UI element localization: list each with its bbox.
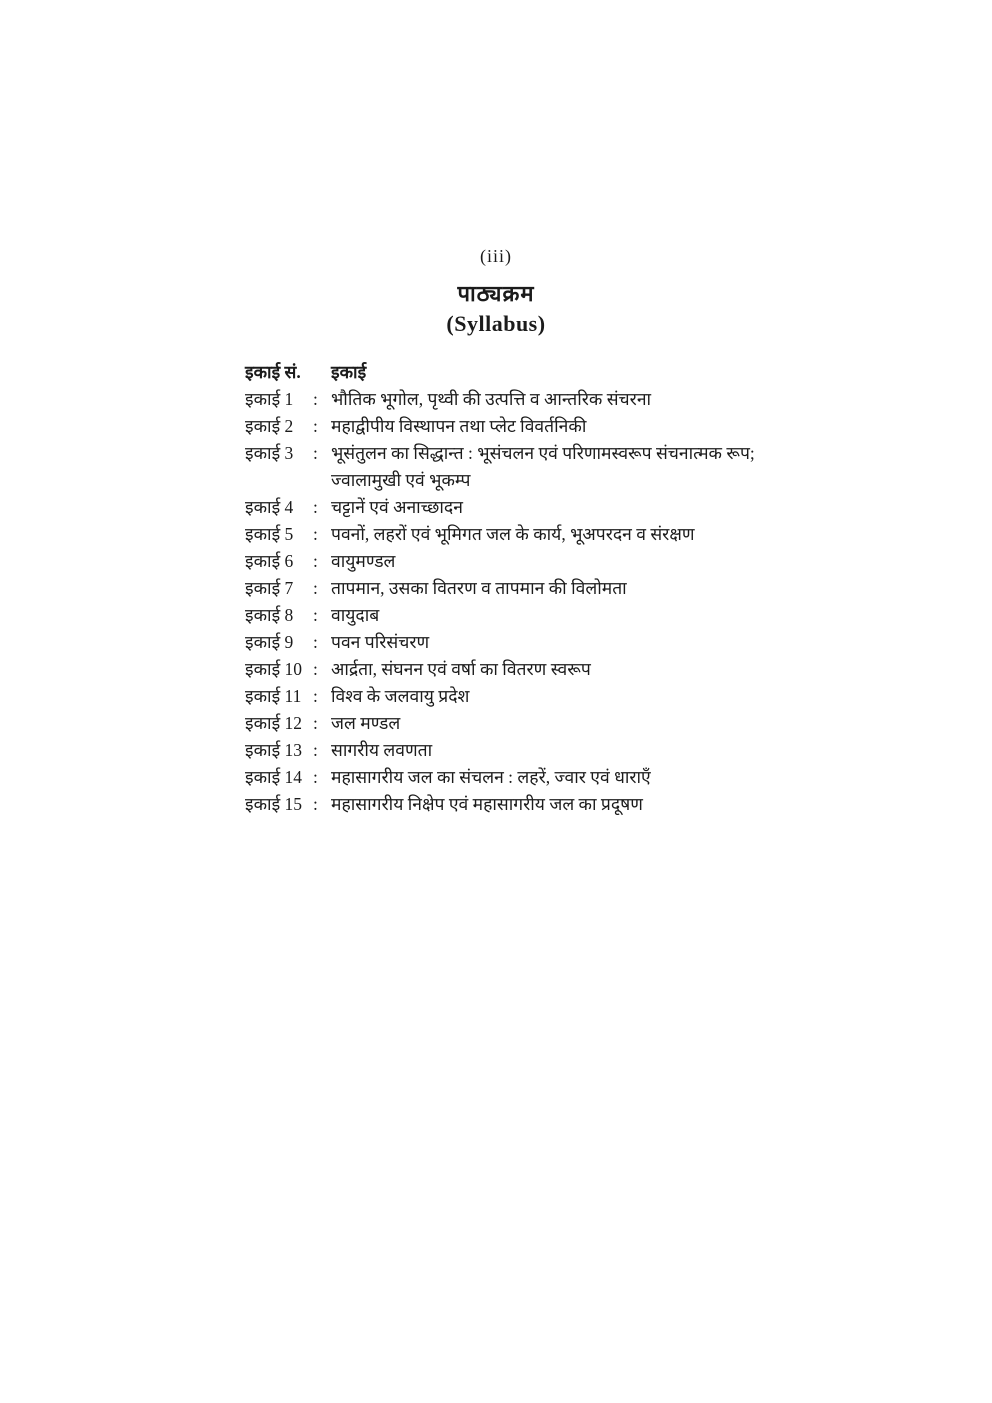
unit-label: इकाई 5	[245, 524, 294, 544]
unit-separator: :	[313, 605, 318, 625]
unit-label: इकाई 2	[245, 416, 294, 436]
page-title-hindi: पाठ्यक्रम	[457, 281, 535, 306]
unit-description: वायुमण्डल	[331, 551, 396, 571]
unit-separator: :	[313, 524, 318, 544]
unit-label: इकाई 6	[245, 551, 294, 571]
unit-label: इकाई 10	[245, 659, 303, 679]
syllabus-unit-row	[245, 764, 765, 791]
syllabus-unit-row	[245, 656, 765, 683]
syllabus-unit-row	[245, 386, 765, 413]
unit-separator: :	[313, 659, 318, 679]
unit-separator: :	[313, 551, 318, 571]
unit-label: इकाई 7	[245, 578, 294, 598]
unit-description: भूसंतुलन का सिद्धान्त : भूसंचलन एवं परिणामस्वरूप संचनात्मक रूप; ज्वालामुखी एवं भूकम्प	[331, 443, 755, 490]
unit-separator: :	[313, 632, 318, 652]
unit-description: तापमान, उसका वितरण व तापमान की विलोमता	[331, 578, 627, 598]
unit-description: पवनों, लहरों एवं भूमिगत जल के कार्य, भूअपरदन व संरक्षण	[331, 524, 695, 544]
page-number: (iii)	[480, 246, 512, 266]
unit-label: इकाई 4	[245, 497, 294, 517]
unit-label: इकाई 12	[245, 713, 303, 733]
unit-separator: :	[313, 794, 318, 814]
unit-label: इकाई 15	[245, 794, 303, 814]
unit-separator: :	[313, 686, 318, 706]
unit-description: पवन परिसंचरण	[331, 632, 430, 652]
syllabus-unit-row	[245, 602, 765, 629]
syllabus-unit-row	[245, 737, 765, 764]
syllabus-unit-row	[245, 494, 765, 521]
unit-description: आर्द्रता, संघनन एवं वर्षा का वितरण स्वरूप	[331, 659, 591, 679]
unit-separator: :	[313, 389, 318, 409]
syllabus-unit-row	[245, 683, 765, 710]
unit-label: इकाई 11	[245, 686, 302, 706]
unit-description: महासागरीय जल का संचलन : लहरें, ज्वार एवं धाराएँ	[331, 767, 651, 787]
syllabus-unit-row	[245, 575, 765, 602]
unit-description: सागरीय लवणता	[331, 740, 433, 760]
unit-separator: :	[313, 740, 318, 760]
unit-separator: :	[313, 497, 318, 517]
unit-label: इकाई 9	[245, 632, 294, 652]
syllabus-unit-row	[245, 629, 765, 656]
syllabus-unit-row	[245, 791, 765, 818]
unit-description: वायुदाब	[331, 605, 380, 625]
header-unit-label: इकाई	[331, 362, 367, 382]
unit-label: इकाई 1	[245, 389, 294, 409]
unit-separator: :	[313, 443, 318, 463]
header-unit-number-label: इकाई सं.	[245, 362, 301, 382]
unit-separator: :	[313, 578, 318, 598]
syllabus-list-header	[245, 359, 765, 386]
unit-separator: :	[313, 713, 318, 733]
unit-separator: :	[313, 416, 318, 436]
unit-label: इकाई 14	[245, 767, 303, 787]
unit-description: विश्व के जलवायु प्रदेश	[331, 686, 470, 706]
unit-separator: :	[313, 767, 318, 787]
syllabus-unit-row	[245, 548, 765, 575]
unit-description: भौतिक भूगोल, पृथ्वी की उत्पत्ति व आन्तरिक संचरना	[331, 389, 652, 409]
page-title-english: (Syllabus)	[446, 311, 546, 336]
syllabus-unit-row	[245, 413, 765, 440]
unit-description: जल मण्डल	[331, 713, 401, 733]
unit-description: चट्टानें एवं अनाच्छादन	[331, 497, 463, 517]
unit-label: इकाई 13	[245, 740, 303, 760]
syllabus-list	[245, 359, 765, 818]
syllabus-rows	[245, 386, 765, 818]
syllabus-unit-row	[245, 521, 765, 548]
unit-description: महाद्वीपीय विस्थापन तथा प्लेट विवर्तनिकी	[331, 416, 587, 436]
unit-description: महासागरीय निक्षेप एवं महासागरीय जल का प्रदूषण	[331, 794, 643, 814]
unit-label: इकाई 3	[245, 443, 294, 463]
syllabus-unit-row	[245, 440, 765, 494]
syllabus-unit-row	[245, 710, 765, 737]
unit-label: इकाई 8	[245, 605, 294, 625]
